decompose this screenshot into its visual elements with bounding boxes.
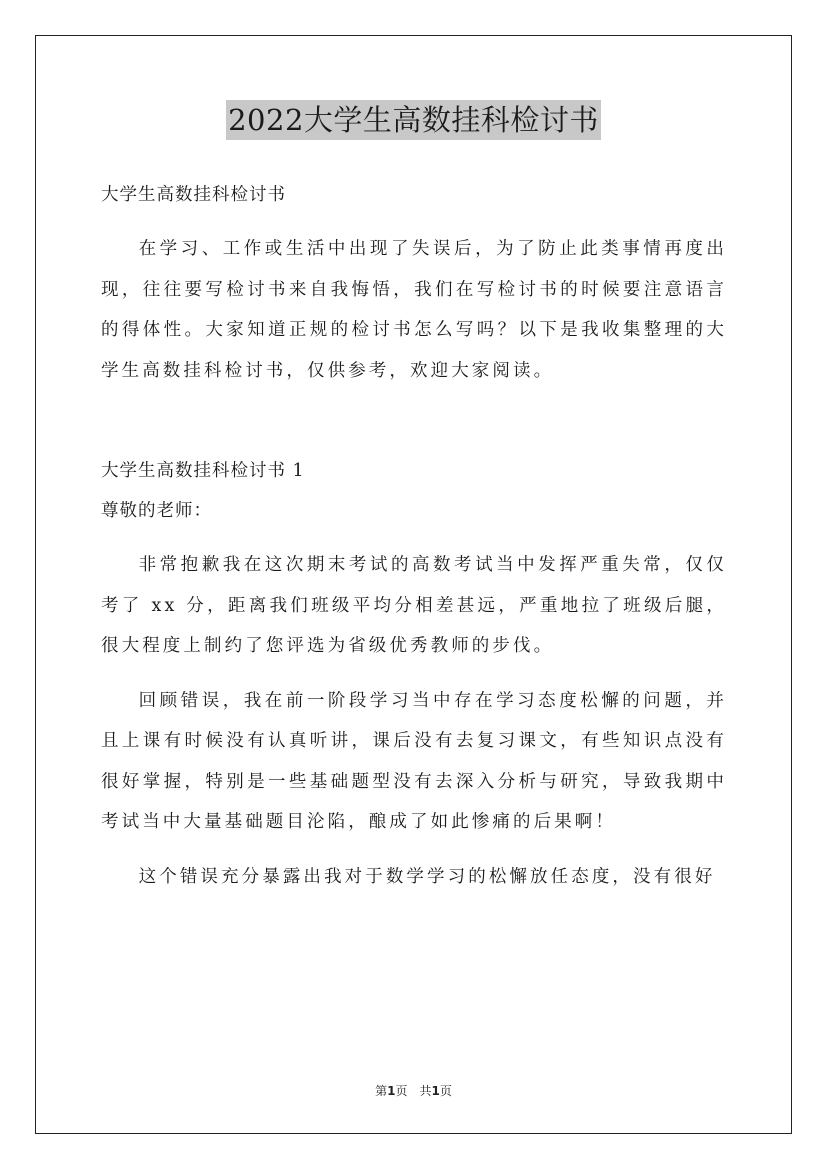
current-page-number: 1 [387, 1084, 396, 1098]
title-container [0, 100, 827, 140]
intro-paragraph: 在学习、工作或生活中出现了失误后，为了防止此类事情再度出现，往往要写检讨书来自我悔悟，我们在写检讨书的时候要注意语言的得体性。大家知道正规的检讨书怎么写吗？以下是我收集整理的大学生高数挂科检讨书，仅供参考，欢迎大家阅读。 [101, 239, 727, 381]
document-body [101, 175, 727, 897]
footer-prefix: 第 [375, 1084, 388, 1098]
footer-suffix: 页 [439, 1084, 452, 1098]
spacer [101, 667, 727, 681]
spacer [101, 391, 727, 451]
body-paragraph-2: 回顾错误，我在前一阶段学习当中存在学习态度松懈的问题，并且上课有时候没有认真听讲，课后没有去复习课文，有些知识点没有很好掌握，特别是一些基础题型没有去深入分析与研究，导致我期中考试当中大量基础题目沦陷，酿成了如此惨痛的后果啊！ [101, 690, 727, 832]
section-title: 大学生高数挂科检讨书 1 [101, 461, 305, 481]
spacer [101, 531, 727, 545]
document-title: 2022大学生高数挂科检讨书 [226, 100, 601, 140]
total-page-number: 1 [431, 1084, 440, 1098]
salutation: 尊敬的老师： [101, 501, 212, 521]
spacer [101, 843, 727, 857]
footer-mid: 页 共 [395, 1084, 432, 1098]
page-footer [0, 1082, 827, 1099]
body-paragraph-3: 这个错误充分暴露出我对于数学学习的松懈放任态度，没有很好 [138, 866, 716, 887]
document-heading: 大学生高数挂科检讨书 [101, 185, 286, 205]
spacer [101, 215, 727, 229]
body-paragraph-1: 非常抱歉我在这次期末考试的高数考试当中发挥严重失常，仅仅考了 xx 分，距离我们班级平均分相差甚远，严重地拉了班级后腿，很大程度上制约了您评选为省级优秀教师的步伐。 [101, 555, 727, 656]
